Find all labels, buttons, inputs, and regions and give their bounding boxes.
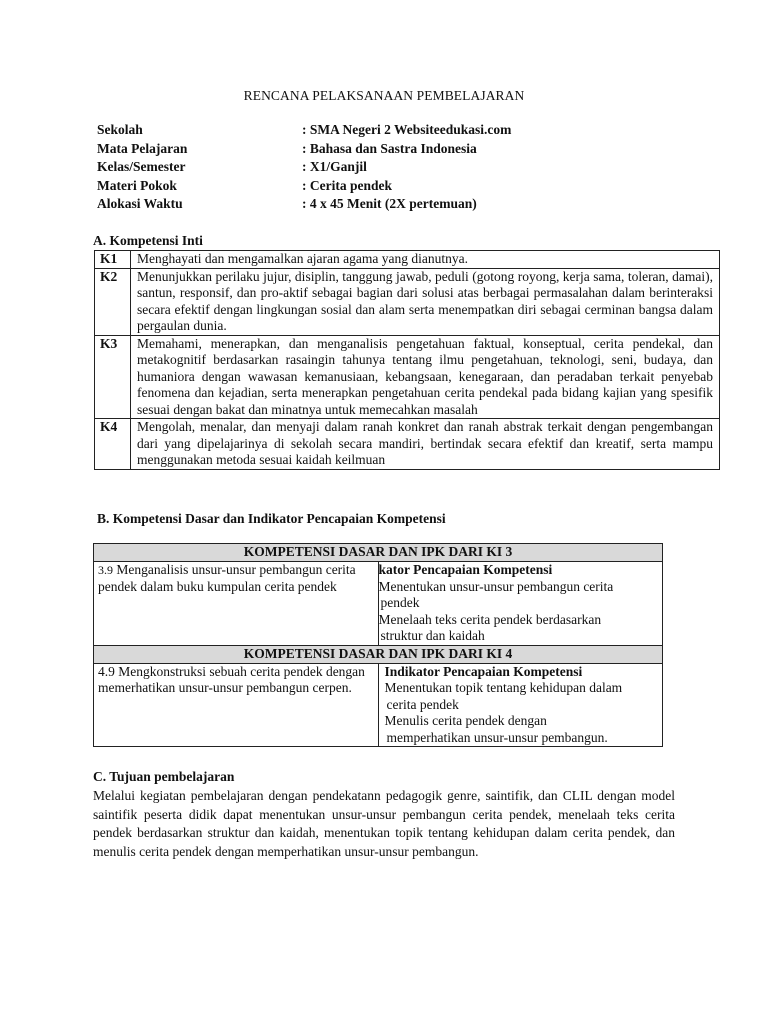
info-label: Alokasi Waktu bbox=[97, 196, 183, 211]
indicator-line: Menulis cerita pendek dengan bbox=[384, 713, 547, 728]
info-label: Materi Pokok bbox=[97, 177, 177, 193]
ki-description: Mengolah, menalar, dan menyaji dalam ranah konkret dan ranah abstrak terkait dengan pengembangan dari yang dipelajarinya di sekolah secara mandiri, bertindak secara efektif dan kreatif, serta mampu menggunakan metoda sesuai kaidah keilmuan bbox=[131, 419, 720, 470]
indicator-line: pendek bbox=[380, 595, 420, 610]
kd-text: Mengkonstruksi sebuah cerita pendek dengan memerhatikan unsur-unsur pembangun cerpen. bbox=[98, 663, 365, 695]
kd-band-ki3: KOMPETENSI DASAR DAN IPK DARI KI 3 bbox=[94, 544, 663, 562]
indicator-item bbox=[385, 680, 659, 713]
indicator-line: struktur dan kaidah bbox=[380, 628, 485, 643]
kd-text: Menganalisis unsur-unsur pembangun cerita pendek dalam buku kumpulan cerita pendek bbox=[98, 562, 356, 594]
info-value: : X1/Ganjil bbox=[302, 159, 367, 174]
section-c-heading: C. Tujuan pembelajaran bbox=[93, 769, 235, 784]
info-row-sekolah bbox=[97, 122, 511, 141]
indicator-line: memperhatikan unsur-unsur pembangun. bbox=[386, 729, 608, 745]
info-value: : Bahasa dan Sastra Indonesia bbox=[302, 140, 477, 156]
kd-band-ki4: KOMPETENSI DASAR DAN IPK DARI KI 4 bbox=[94, 645, 663, 663]
kd-cell bbox=[94, 562, 379, 646]
info-row-kelas-semester bbox=[97, 159, 511, 178]
kd-number: 3.9 bbox=[98, 563, 113, 577]
kompetensi-inti-table bbox=[94, 250, 720, 470]
indicator-cell bbox=[378, 663, 663, 747]
kd-cell bbox=[94, 663, 379, 747]
ki-description: Memahami, menerapkan, dan menganalisis pengetahuan faktual, konseptual, cerita pendekal, dan metakognitif berdasarkan rasaingin tahunya tentang ilmu pengetahuan, teknologi, seni, budaya, dan humaniora dengan wawasan kemanusiaan, kebangsaan, kenegaraan, dan peradaban terkait penyebab fenomena dan kejadian, serta menerapkan pengetahuan cerita pendekal pada bidang kajian yang spesifik sesuai dengan bakat dan minatnya untuk memecahkan masalah bbox=[131, 335, 720, 419]
ki-code: K1 bbox=[95, 251, 131, 269]
ki-code: K4 bbox=[95, 419, 131, 470]
info-value: : SMA Negeri 2 Websiteedukasi.com bbox=[302, 122, 512, 137]
table-band-row bbox=[94, 645, 663, 663]
table-row bbox=[95, 335, 720, 419]
ki-description: Menghayati dan mengamalkan ajaran agama yang dianutnya. bbox=[131, 251, 720, 269]
indicator-item bbox=[385, 713, 659, 746]
indicator-line: Menentukan unsur-unsur pembangun cerita bbox=[378, 578, 614, 594]
kd-number: 4.9 bbox=[98, 663, 115, 679]
indicator-heading: Indikator Pencapaian Kompetensi bbox=[384, 663, 583, 679]
info-row-mata-pelajaran bbox=[97, 141, 511, 160]
table-row bbox=[95, 251, 720, 269]
identity-block bbox=[97, 122, 511, 215]
table-row bbox=[94, 562, 663, 646]
ki-code: K3 bbox=[95, 335, 131, 419]
tujuan-text: Melalui kegiatan pembelajaran dengan pendekatann pedagogik genre, saintifik, dan CLIL dengan model saintifik peserta didik dapat menentukan unsur-unsur pembangun cerita pendek, menelaah teks cerita pendek berdasarkan struktur dan kaidah, menentukan topik tentang kehidupan dalam cerita pendek, dan menulis cerita pendek dengan memperhatikan unsur-unsur pembangun. bbox=[93, 788, 675, 860]
info-label: Kelas/Semester bbox=[97, 159, 186, 174]
indicator-line: Menelaah teks cerita pendek berdasarkan bbox=[378, 611, 602, 627]
table-row bbox=[94, 663, 663, 747]
page-title: RENCANA PELAKSANAAN PEMBELAJARAN bbox=[243, 88, 525, 103]
info-value: : 4 x 45 Menit (2X pertemuan) bbox=[302, 196, 477, 211]
info-label: Mata Pelajaran bbox=[97, 140, 188, 156]
table-row bbox=[95, 419, 720, 470]
section-a-heading: A. Kompetensi Inti bbox=[93, 233, 203, 248]
section-b-heading: B. Kompetensi Dasar dan Indikator Pencapaian Kompetensi bbox=[97, 511, 446, 526]
indicator-cell bbox=[378, 562, 663, 646]
indicator-item bbox=[379, 612, 659, 645]
info-row-alokasi-waktu bbox=[97, 196, 511, 215]
kompetensi-dasar-table bbox=[93, 543, 663, 747]
info-label: Sekolah bbox=[97, 122, 143, 137]
ki-code: K2 bbox=[95, 268, 131, 335]
indicator-item bbox=[379, 579, 659, 612]
indicator-line: Menentukan topik tentang kehidupan dalam bbox=[384, 680, 623, 695]
info-value: : Cerita pendek bbox=[302, 177, 392, 193]
indicator-line: cerita pendek bbox=[386, 696, 459, 712]
table-row bbox=[95, 268, 720, 335]
tujuan-paragraph bbox=[93, 787, 675, 862]
ki-description: Menunjukkan perilaku jujur, disiplin, tanggung jawab, peduli (gotong royong, kerja sama, toleran, damai), santun, responsif, dan pro-aktif sebagai bagian dari solusi atas berbagai permasalahan dalam berinteraksi secara efektif dengan lingkungan sosial dan alam serta menempatkan diri sebagai cerminan bangsa dalam pergaulan dunia. bbox=[131, 268, 720, 335]
indicator-heading: kator Pencapaian Kompetensi bbox=[378, 562, 553, 577]
info-row-materi-pokok bbox=[97, 178, 511, 197]
table-band-row bbox=[94, 544, 663, 562]
